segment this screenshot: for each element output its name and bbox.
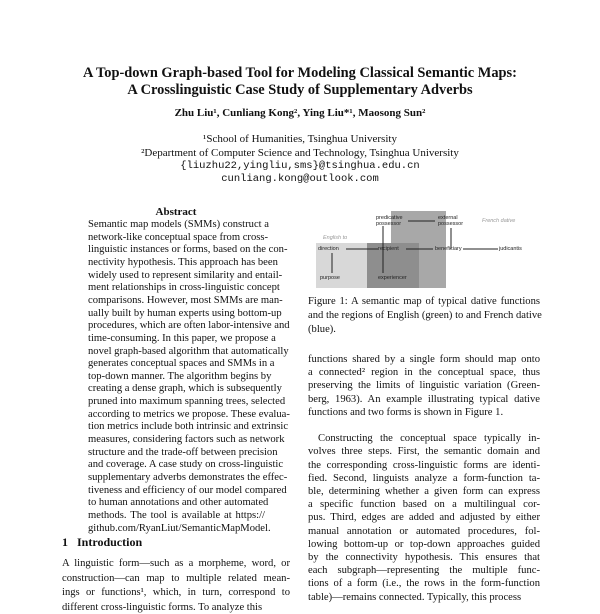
text-line: construction—can map to multiple related mean- [62, 572, 290, 586]
node-recipient: recipient [378, 246, 399, 252]
text-line: Semantic map models (SMMs) construct a [88, 218, 265, 232]
node-predicative-possessor: predicative possessor [376, 215, 406, 227]
figure-1-semantic-map [308, 203, 540, 288]
text-line: Constructing the conceptual space typically in- [308, 432, 540, 446]
authors: Zhu Liu¹, Cunliang Kong², Ying Liu*¹, Maosong Sun² [0, 107, 600, 119]
abstract-heading: Abstract [62, 206, 290, 220]
text-line: methods. The tool is available at https:// [88, 509, 265, 523]
email-2: cunliang.kong@outlook.com [0, 173, 600, 185]
french-region-label: French dative [482, 218, 515, 224]
text-line: each subgraph—representing the multiple func- [308, 564, 540, 578]
text-line: (blue). [308, 323, 540, 337]
text-line: ually built by human experts using bottom-up [88, 307, 265, 321]
text-line: manual annotation or automated procedures, fol- [308, 525, 540, 539]
text-line: functions and two forms is shown in Figure 1. [308, 406, 540, 420]
text-line: supplementary adverbs demonstrates the effec- [88, 471, 265, 485]
text-line: tion metrics include both intrinsic and extrinsic [88, 420, 265, 434]
text-line: github.com/RyanLiut/SemanticMapModel. [88, 522, 265, 536]
text-line: fied. Second, linguists analyze a form-function ta- [308, 472, 540, 486]
text-line: by the connectivity hypothesis. This ensures that [308, 551, 540, 565]
text-line: comparisons. However, most SMMs are man- [88, 294, 265, 308]
text-line: to human annotations and other automated [88, 496, 265, 510]
text-line: different cross-linguistic forms. To analyze this [62, 601, 290, 614]
affiliation-1: ¹School of Humanities, Tsinghua University [0, 133, 600, 145]
text-line: preserving the limits of linguistic variation (Green- [308, 379, 540, 393]
section-heading [62, 536, 142, 550]
text-line: tiveness and efficiency of our model compared [88, 484, 265, 498]
text-line: ings or functions¹, which, in turn, correspond to [62, 586, 290, 600]
text-line: the corresponding cross-linguistic forms are identi- [308, 459, 540, 473]
text-line: procedures, which are often labor-intensive and [88, 319, 265, 333]
text-line: lowing bottom-up or top-down approaches guided [308, 538, 540, 552]
text-line: novel graph-based algorithm that automatically [88, 345, 265, 359]
english-region-label: English to [323, 235, 347, 241]
section-number: 1 [62, 535, 68, 549]
text-line: volves three steps. First, the semantic domain and [308, 445, 540, 459]
affiliation-2: ²Department of Computer Science and Technology, Tsinghua University [0, 147, 600, 159]
text-line: linguistic instances or forms, based on the con- [88, 243, 265, 257]
text-line: functions shared by a single form should map onto [308, 353, 540, 367]
text-line: a connected² region in the conceptual space, thus [308, 366, 540, 380]
text-line: generates conceptual spaces and SMMs in a [88, 357, 265, 371]
text-line: a specific function based on a multilingual cor- [308, 498, 540, 512]
text-line: nectivity hypothesis. This approach has been [88, 256, 265, 270]
text-line: top-down manner. The algorithm begins by [88, 370, 265, 384]
text-line: according to metrics we propose. These evalua- [88, 408, 265, 422]
text-line: pus. Third, edges are added and adjusted by either [308, 511, 540, 525]
node-experiencer: experiencer [378, 275, 407, 281]
text-line: widely used to represent similarity and entail- [88, 269, 265, 283]
node-beneficiary: beneficiary [435, 246, 462, 252]
text-line: Figure 1: A semantic map of typical dative functions [308, 295, 540, 309]
section-title: Introduction [77, 535, 142, 549]
text-line: and coverage. A case study on cross-linguistic [88, 458, 265, 472]
node-purpose: purpose [320, 275, 340, 281]
email-1: {liuzhu22,yingliu,sms}@tsinghua.edu.cn [0, 160, 600, 172]
text-line: structure and the trade-off between precision [88, 446, 265, 460]
node-direction: direction [318, 246, 339, 252]
text-line: network-like conceptual space from cross- [88, 231, 265, 245]
text-line: tions of a form (i.e., the rows in the form-function [308, 577, 540, 591]
text-line: time-consuming. In this paper, we propose a [88, 332, 265, 346]
text-line: creating a dense graph, which is subsequently [88, 382, 265, 396]
text-line: measures, considering factors such as network [88, 433, 265, 447]
paper-title-line-2: A Crosslinguistic Case Study of Supplementary Adverbs [0, 82, 600, 99]
text-line: ble, determining whether a given form can express [308, 485, 540, 499]
node-external-possessor: external possessor [438, 215, 468, 227]
text-line: pruned into maximum spanning trees, selected [88, 395, 265, 409]
text-line: and the regions of English (green) to and French dative [308, 309, 540, 323]
text-line: ment relationships in cross-linguistic concept [88, 281, 265, 295]
text-line: A linguistic form—such as a morpheme, word, or [62, 557, 290, 571]
text-line: table)—remains connected. Typically, this process [308, 591, 540, 605]
node-judicantis: judicantis [499, 246, 522, 252]
paper-title-line-1: A Top-down Graph-based Tool for Modeling Classical Semantic Maps: [0, 65, 600, 82]
text-line: berg, 1963). An example illustrating typical dative [308, 393, 540, 407]
